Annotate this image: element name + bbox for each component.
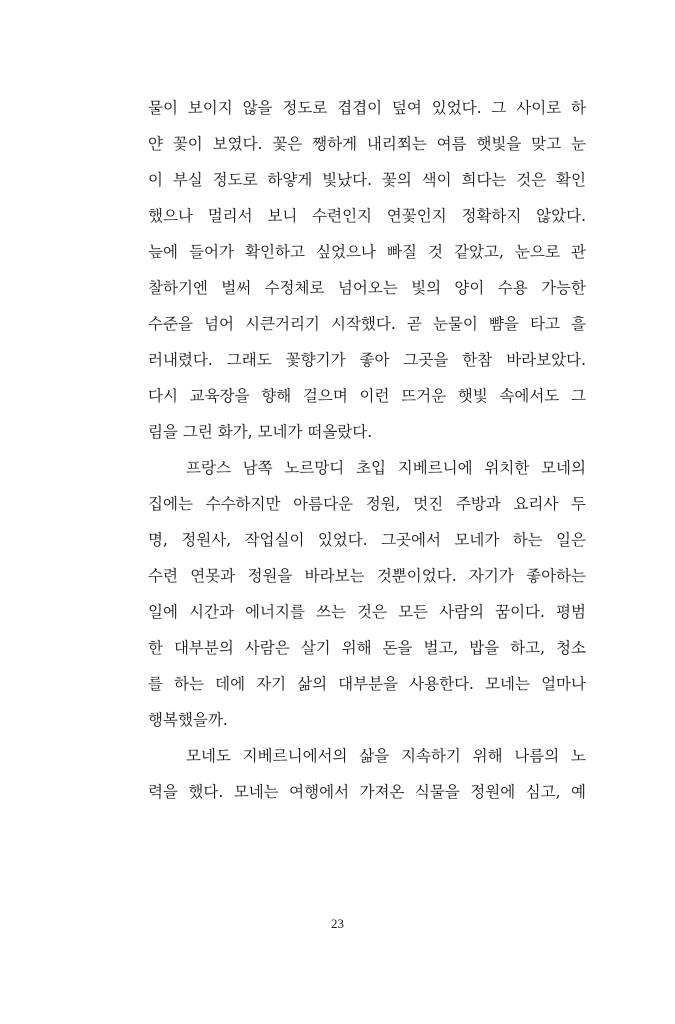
text-line: 행복했을까. [148,711,228,729]
text-line: 수련 연못과 정원을 바라보는 것뿐이었다. 자기가 좋아하는 [148,567,586,585]
text-line: 를 하는 데에 자기 삶의 대부분을 사용한다. 모네는 얼마나 [148,675,586,693]
text-line: 일에 시간과 에너지를 쓰는 것은 모든 사람의 꿈이다. 평범 [148,603,586,621]
page-number: 23 [331,916,344,931]
text-line: 다시 교육장을 향해 걸으며 이런 뜨거운 햇빛 속에서도 그 [148,387,586,405]
text-line: 찰하기엔 벌써 수정체로 넘어오는 빛의 양이 수용 가능한 [148,279,586,297]
text-line: 수준을 넘어 시큰거리기 시작했다. 곧 눈물이 뺨을 타고 흘 [148,315,586,333]
text-line: 이 부실 정도로 하얗게 빛났다. 꽃의 색이 희다는 것은 확인 [148,171,586,189]
text-line: 얀 꽃이 보였다. 꽃은 쨍하게 내리쬐는 여름 햇빛을 맞고 눈 [148,135,586,153]
text-line: 프랑스 남쪽 노르망디 초입 지베르니에 위치한 모네의 [186,459,586,477]
body-text [148,90,586,810]
text-line: 집에는 수수하지만 아름다운 정원, 멋진 주방과 요리사 두 [148,495,586,513]
text-line: 림을 그린 화가, 모네가 떠올랐다. [148,423,373,441]
text-line: 러내렸다. 그래도 꽃향기가 좋아 그곳을 한참 바라보았다. [148,351,586,369]
text-line: 늪에 들어가 확인하고 싶었으나 빠질 것 같았고, 눈으로 관 [148,243,586,261]
text-line: 명, 정원사, 작업실이 있었다. 그곳에서 모네가 하는 일은 [148,531,586,549]
text-line: 모네도 지베르니에서의 삶을 지속하기 위해 나름의 노 [186,747,586,765]
text-line: 력을 했다. 모네는 여행에서 가져온 식물을 정원에 심고, 예 [148,783,586,801]
text-line: 물이 보이지 않을 정도로 겹겹이 덮여 있었다. 그 사이로 하 [148,99,586,117]
text-line: 한 대부분의 사람은 살기 위해 돈을 벌고, 밥을 하고, 청소 [148,639,586,657]
text-line: 했으나 멀리서 보니 수련인지 연꽃인지 정확하지 않았다. [148,207,586,225]
